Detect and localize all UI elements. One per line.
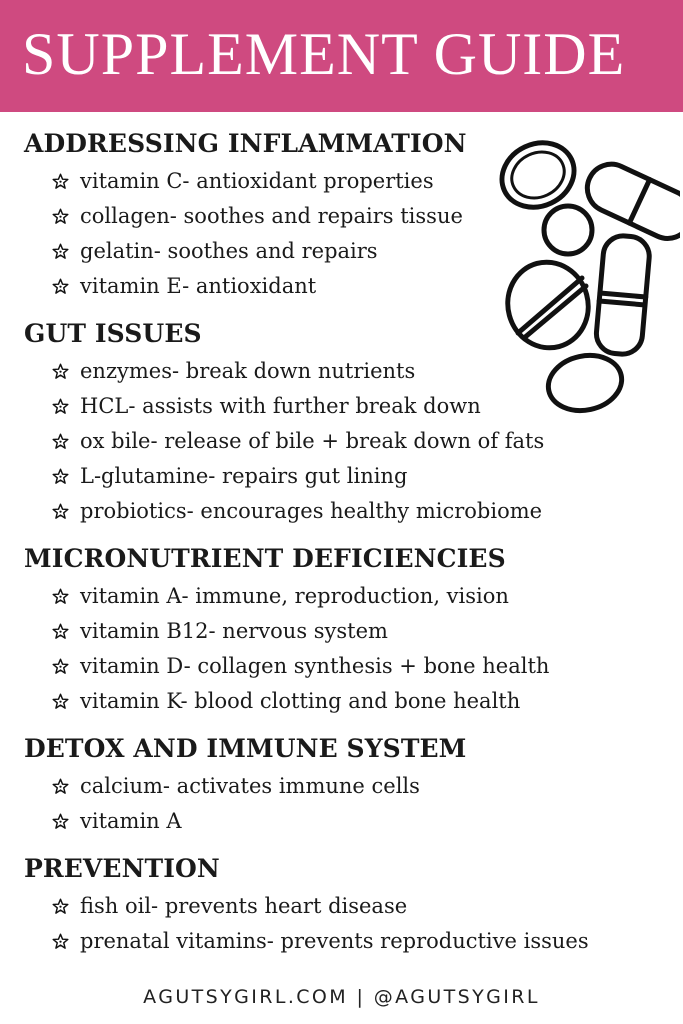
section [24,849,664,959]
item-list [24,889,664,959]
list-item [24,354,664,389]
section-heading: ADDRESSING INFLAMMATION [24,129,467,158]
list-item [24,804,664,839]
list-item-text: vitamin C- antioxidant properties [80,169,434,193]
list-item [24,579,664,614]
star-outline-icon [52,468,69,485]
star-outline-icon [52,278,69,295]
item-list [24,354,664,529]
item-list [24,164,664,304]
list-item [24,924,664,959]
list-item-text: HCL- assists with further break down [80,394,481,418]
star-outline-icon [52,658,69,675]
section-heading: DETOX AND IMMUNE SYSTEM [24,734,467,763]
list-item [24,424,664,459]
section-heading: GUT ISSUES [24,319,202,348]
section-heading: PREVENTION [24,854,220,883]
list-item-text: vitamin B12- nervous system [80,619,388,643]
list-item [24,389,664,424]
list-item-text: fish oil- prevents heart disease [80,894,408,918]
section-heading: MICRONUTRIENT DEFICIENCIES [24,544,506,573]
star-outline-icon [52,208,69,225]
list-item-text: vitamin A- immune, reproduction, vision [80,584,509,608]
list-item [24,199,664,234]
section [24,124,664,304]
list-item-text: calcium- activates immune cells [80,774,420,798]
list-item [24,164,664,199]
star-outline-icon [52,503,69,520]
list-item [24,459,664,494]
list-item-text: gelatin- soothes and repairs [80,239,378,263]
title-banner [0,0,683,112]
list-item [24,649,664,684]
footer-credit: AGUTSYGIRL.COM | @AGUTSYGIRL [143,986,540,1008]
list-item-text: vitamin A [80,809,182,833]
list-item-text: vitamin D- collagen synthesis + bone health [80,654,550,678]
star-outline-icon [52,933,69,950]
list-item-text: prenatal vitamins- prevents reproductive issues [80,929,589,953]
list-item [24,494,664,529]
list-item-text: enzymes- break down nutrients [80,359,416,383]
list-item [24,889,664,924]
star-outline-icon [52,398,69,415]
list-item-text: vitamin K- blood clotting and bone health [80,689,521,713]
list-item-text: L-glutamine- repairs gut lining [80,464,408,488]
star-outline-icon [52,363,69,380]
list-item [24,234,664,269]
item-list [24,579,664,719]
list-item [24,614,664,649]
star-outline-icon [52,623,69,640]
list-item [24,769,664,804]
guide-content [24,124,664,969]
star-outline-icon [52,813,69,830]
star-outline-icon [52,588,69,605]
list-item [24,684,664,719]
list-item-text: probiotics- encourages healthy microbiome [80,499,543,523]
page-title: SUPPLEMENT GUIDE [22,21,626,87]
section [24,729,664,839]
star-outline-icon [52,173,69,190]
star-outline-icon [52,693,69,710]
list-item [24,269,664,304]
list-item-text: vitamin E- antioxidant [80,274,317,298]
star-outline-icon [52,433,69,450]
list-item-text: collagen- soothes and repairs tissue [80,204,463,228]
item-list [24,769,664,839]
section [24,539,664,719]
star-outline-icon [52,778,69,795]
star-outline-icon [52,243,69,260]
star-outline-icon [52,898,69,915]
list-item-text: ox bile- release of bile + break down of fats [80,429,545,453]
section [24,314,664,529]
